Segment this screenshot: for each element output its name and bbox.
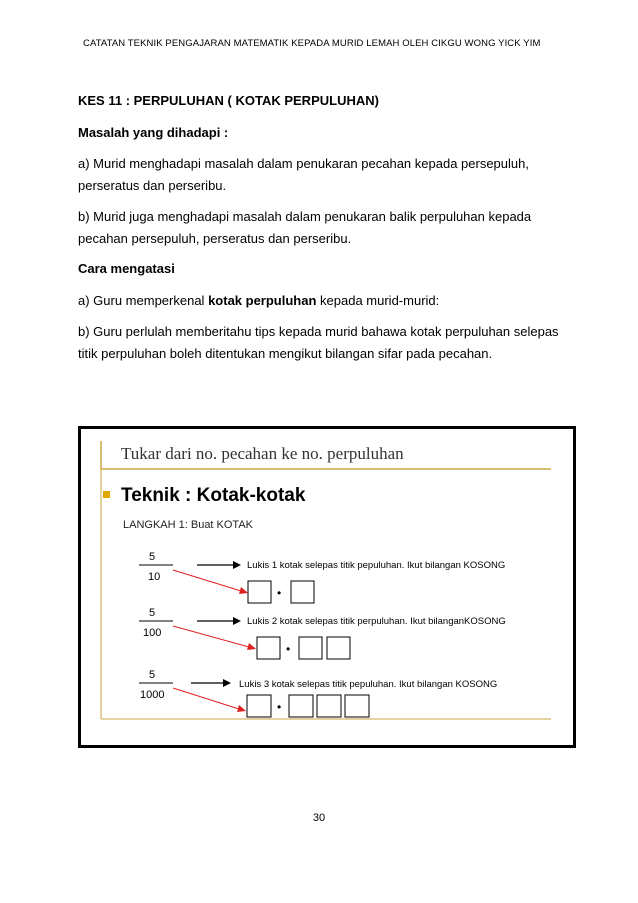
- solution-heading: Cara mengatasi: [78, 261, 175, 276]
- slide-title: Tukar dari no. pecahan ke no. perpuluhan: [121, 444, 404, 463]
- problem-b: b) Murid juga menghadapi masalah dalam penukaran balik perpuluhan kepada pecahan persepuluh, perseratus dan perseribu.: [78, 209, 532, 246]
- row1-denominator: 10: [148, 571, 161, 583]
- row3-decimal-dot: •: [277, 700, 282, 714]
- row3-denominator: 1000: [140, 689, 165, 701]
- row2-red-arrow-head: [247, 643, 256, 650]
- row2-numerator: 5: [149, 607, 156, 619]
- problem-a: a) Murid menghadapi masalah dalam penukaran pecahan kepada persepuluh, perseratus dan perseribu.: [78, 156, 529, 193]
- solution-a-post: kepada murid-murid:: [316, 293, 440, 308]
- page-header: CATATAN TEKNIK PENGAJARAN MATEMATIK KEPADA MURID LEMAH OLEH CIKGU WONG YICK YIM: [83, 38, 541, 49]
- row2-decimal-box-1: [299, 637, 322, 659]
- solution-a: [78, 290, 578, 312]
- row1-whole-box: [248, 581, 271, 603]
- row1-red-arrow-head: [239, 587, 248, 594]
- row2-arrow-head: [233, 617, 241, 625]
- slide-image: [78, 426, 576, 748]
- row3-decimal-box-3: [345, 695, 369, 717]
- slide-bullet-text: Teknik : Kotak-kotak: [121, 485, 306, 506]
- row1-instruction: Lukis 1 kotak selepas titik pepuluhan. Ikut bilangan KOSONG: [247, 560, 506, 571]
- row2-denominator: 100: [143, 627, 162, 639]
- row3-decimal-box-1: [289, 695, 313, 717]
- row2-red-arrow: [173, 626, 249, 647]
- problems-heading: Masalah yang dihadapi :: [78, 125, 229, 140]
- solution-a-pre: a) Guru memperkenal: [78, 293, 209, 308]
- solution-a-bold: kotak perpuluhan: [208, 293, 317, 308]
- row1-arrow-head: [233, 561, 241, 569]
- row2-instruction: Lukis 2 kotak selepas titik perpuluhan. Ikut bilanganKOSONG: [247, 616, 506, 627]
- row3-decimal-box-2: [317, 695, 341, 717]
- row1-decimal-dot: •: [277, 586, 282, 600]
- slide-step: LANGKAH 1: Buat KOTAK: [123, 519, 254, 531]
- row3-arrow-head: [223, 679, 231, 687]
- row3-numerator: 5: [149, 669, 156, 681]
- row3-instruction: Lukis 3 kotak selepas titik pepuluhan. Ikut bilangan KOSONG: [239, 679, 498, 690]
- row3-red-arrow: [173, 688, 239, 709]
- slide-svg: [81, 429, 573, 745]
- slide-bullet-icon: [103, 491, 110, 498]
- row2-decimal-dot: •: [286, 642, 291, 656]
- row3-whole-box: [247, 695, 271, 717]
- row2-whole-box: [257, 637, 280, 659]
- row1-decimal-box: [291, 581, 314, 603]
- row3-red-arrow-head: [237, 705, 246, 712]
- solution-b: b) Guru perlulah memberitahu tips kepada murid bahawa kotak perpuluhan selepas titik perpuluhan boleh ditentukan mengikut bilangan sifar pada pecahan.: [78, 324, 559, 361]
- page-number: 30: [312, 812, 326, 824]
- row1-red-arrow: [173, 570, 241, 591]
- row1-numerator: 5: [149, 551, 156, 563]
- case-title: KES 11 : PERPULUHAN ( KOTAK PERPULUHAN): [78, 93, 379, 108]
- row2-decimal-box-2: [327, 637, 350, 659]
